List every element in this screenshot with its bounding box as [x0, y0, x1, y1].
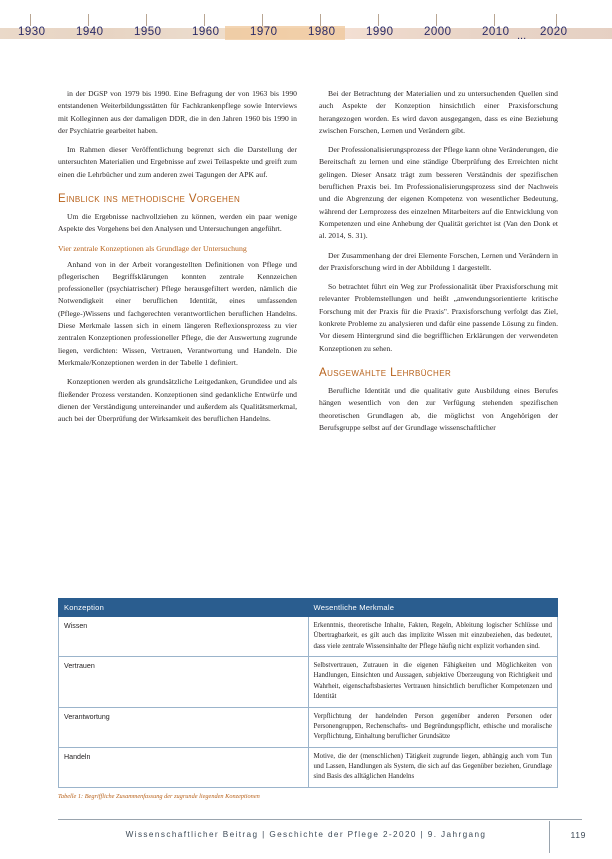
- timeline-tick: [262, 14, 263, 26]
- paragraph: Berufliche Identität und die qualitativ gute Ausbildung eines Berufes hängen wesentlich von den zur Verfügung stehenden spezifischen theoretischen Grundlagen ab, die möglichst von Angehörigen der Berufsgruppe selbst auf der Grundlage wissenschaftlicher: [319, 385, 558, 432]
- cell-merkmale: Erkenntnis, theoretische Inhalte, Fakten, Regeln, Ableitung logischer Schlüsse und Übertragbarkeit, es gilt auch das implizite Wissen mit einzubeziehen, das bedeutet, dass viele zentrale Wissensinhalte der Pflege häufig nicht explizit vorhanden sind.: [308, 617, 558, 657]
- cell-merkmale: Motive, die der (menschlichen) Tätigkeit zugrunde liegen, abhängig auch vom Tun und Lassen, Handlungen als System, die sich auf das Gegenüber beziehen, Grundlage sind Basis des alltäglichen Handelns: [308, 747, 558, 787]
- konzeptionen-table-container: [58, 598, 558, 800]
- page-number: 119: [570, 830, 586, 840]
- section-heading-methodik: Einblick ins methodische Vorgehen: [58, 193, 241, 206]
- timeline-tick: [320, 14, 321, 26]
- timeline-year-1990: 1990: [366, 26, 394, 38]
- footer-citation: Wissenschaftlicher Beitrag | Geschichte der Pflege 2-2020 | 9. Jahrgang: [125, 830, 487, 839]
- cell-konzeption: Handeln: [59, 747, 309, 787]
- page-footer: [0, 819, 612, 859]
- left-column: [58, 88, 297, 441]
- timeline-year-1970: 1970: [250, 26, 278, 38]
- paragraph: So betrachtet führt ein Weg zur Professionalität über Praxisforschung mit relevanter Problemstellungen und heißt „anwendungsorientierte kritische Forschung mit der Praxis für die Praxis". Praxisforschung verfolgt das Ziel, konkrete Probleme zu analysieren und dafür eine passende Lösung zu finden. Vor diesem Hintergrund sind die begrifflichen Erklärungen der verwendeten Konzeptionen zu sehen.: [319, 282, 558, 353]
- timeline-tick: [436, 14, 437, 26]
- cell-merkmale: Verpflichtung der handelnden Person gegenüber anderen Personen oder Personengruppen, Rechenschafts- und Begründungspflicht, ethische und moralische Verpflichtung, Einhaltung beruflicher Grundsätze: [308, 707, 558, 747]
- timeline-year-1960: 1960: [192, 26, 220, 38]
- timeline-tick: [30, 14, 31, 26]
- timeline-tick: [556, 14, 557, 26]
- right-column: [319, 88, 558, 441]
- column-header-merkmale: Wesentliche Merkmale: [308, 599, 558, 617]
- paragraph: Im Rahmen dieser Veröffentlichung begrenzt sich die Darstellung der untersuchten Materialien und Ergebnisse auf zwei Teilaspekte und greift zum einen die Lehrbücher und zum anderen zwei Tagungen der APK auf.: [58, 145, 297, 179]
- timeline-year-2010: 2010: [482, 26, 510, 38]
- column-header-konzeption: Konzeption: [59, 599, 309, 617]
- cell-konzeption: Verantwortung: [59, 707, 309, 747]
- timeline-band: [0, 0, 612, 62]
- timeline-tick: [88, 14, 89, 26]
- section-heading-lehrbuecher: Ausgewählte Lehrbücher: [319, 366, 452, 379]
- table-row: [59, 707, 558, 747]
- table-row: [59, 747, 558, 787]
- timeline-tick: [204, 14, 205, 26]
- timeline-year-2000: 2000: [424, 26, 452, 38]
- paragraph: Der Professionalisierungsprozess der Pflege kann ohne Veränderungen, die Bereitschaft zu lernen und eine ständige Überprüfung des Erreichten nicht gelingen. Dieser Ansatz trägt zum besseren Verständnis der spezifischen beruflichen Praxis bei. Im Professionalisierungsprozess sind der Nachweis und die Abgrenzung der eigenen Kompetenz von wesentlicher Bedeutung, während der Lernprozess des einzelnen Mitarbeiters auf die Entwicklung von Kompetenzen und eine Anhebung der Qualität gerichtet ist (Van den Donk et al. 2014, S. 31).: [319, 145, 558, 241]
- subheading-konzeptionen: Vier zentrale Konzeptionen als Grundlage der Untersuchung: [58, 243, 247, 253]
- cell-konzeption: Wissen: [59, 617, 309, 657]
- cell-konzeption: Vertrauen: [59, 657, 309, 707]
- footer-separator: [549, 821, 550, 853]
- footer-divider: [58, 819, 582, 820]
- timeline-year-1950: 1950: [134, 26, 162, 38]
- table-row: [59, 657, 558, 707]
- timeline-year-1940: 1940: [76, 26, 104, 38]
- paragraph: Um die Ergebnisse nachvollziehen zu können, werden ein paar wenige Aspekte des Vorgehens bei den Analysen und Untersuchungen angeführt.: [58, 212, 297, 234]
- table-header-row: [59, 599, 558, 617]
- paragraph: Bei der Betrachtung der Materialien und zu untersuchenden Quellen sind auch Aspekte der Konzeption hinsichtlich einer Praxisforschung herangezogen worden. Es wird davon ausgegangen, dass es eine Beziehung zwischen Forschen, Lernen und Verändern gibt.: [319, 89, 558, 135]
- timeline-year-1930: 1930: [18, 26, 46, 38]
- timeline-tick: [378, 14, 379, 26]
- cell-merkmale: Selbstvertrauen, Zutrauen in die eigenen Fähigkeiten und Möglichkeiten von Handlungen, Einsichten und Aussagen, subjektive Überzeugung von Richtigkeit und Wahrheit, eigenschaftsbasiertes Vertrauen hinsichtlich beruflicher Kompetenzen und Identität: [308, 657, 558, 707]
- timeline-tick: [494, 14, 495, 26]
- timeline-ellipsis: ...: [517, 30, 527, 42]
- timeline-tick: [146, 14, 147, 26]
- table-caption: Tabelle 1: Begriffliche Zusammenfassung der zugrunde liegenden Konzeptionen: [58, 792, 260, 800]
- timeline-year-2020: 2020: [540, 26, 568, 38]
- paragraph: Anhand von in der Arbeit vorangestellten Definitionen von Pflege und pflegerischen Begriffsklärungen konnten zentrale Kennzeichen professioneller (psychiatrischer) Pflege herausgefiltert werden, nämlich die Notwendigkeit einer beruflichen Identität, eines umfassenden (Pflege-)Wissens und fachgerechten verantwortlichen beruflichen Handelns. Diese Merkmale lassen sich in einem längeren Reflexionsprozess zu vier zentralen Konzeptionen professioneller Pflege, die der Auswertung zugrunde liegen, verdichten: Wissen, Vertrauen, Verantwortung und Handeln. Die Merkmale/Konzeptionen werden in der Tabelle 1 definiert.: [58, 259, 297, 367]
- paragraph: Konzeptionen werden als grundsätzliche Leitgedanken, Grundidee und als fließender Prozess verstanden. Konzeptionen sind gedankliche Entwürfe und dienen der Verständigung untereinander und außerdem als Qualitätsmerkmal, auch bei der Überprüfung der Wirksamkeit des beruflichen Handelns.: [58, 377, 297, 424]
- konzeptionen-table: [58, 598, 558, 788]
- table-row: [59, 617, 558, 657]
- paragraph: in der DGSP von 1979 bis 1990. Eine Befragung der von 1963 bis 1990 entstandenen Weiterbildungsstätten für Fachkrankenpflege sowie Interviews mit Kolleginnen aus der damaligen DDR, die in den Jahren 1960 bis 1990 in der Psychiatrie gearbeitet haben.: [58, 89, 297, 135]
- timeline-year-1980: 1980: [308, 26, 336, 38]
- paragraph: Der Zusammenhang der drei Elemente Forschen, Lernen und Verändern in der Praxisforschung wird in der Abbildung 1 dargestellt.: [319, 250, 558, 272]
